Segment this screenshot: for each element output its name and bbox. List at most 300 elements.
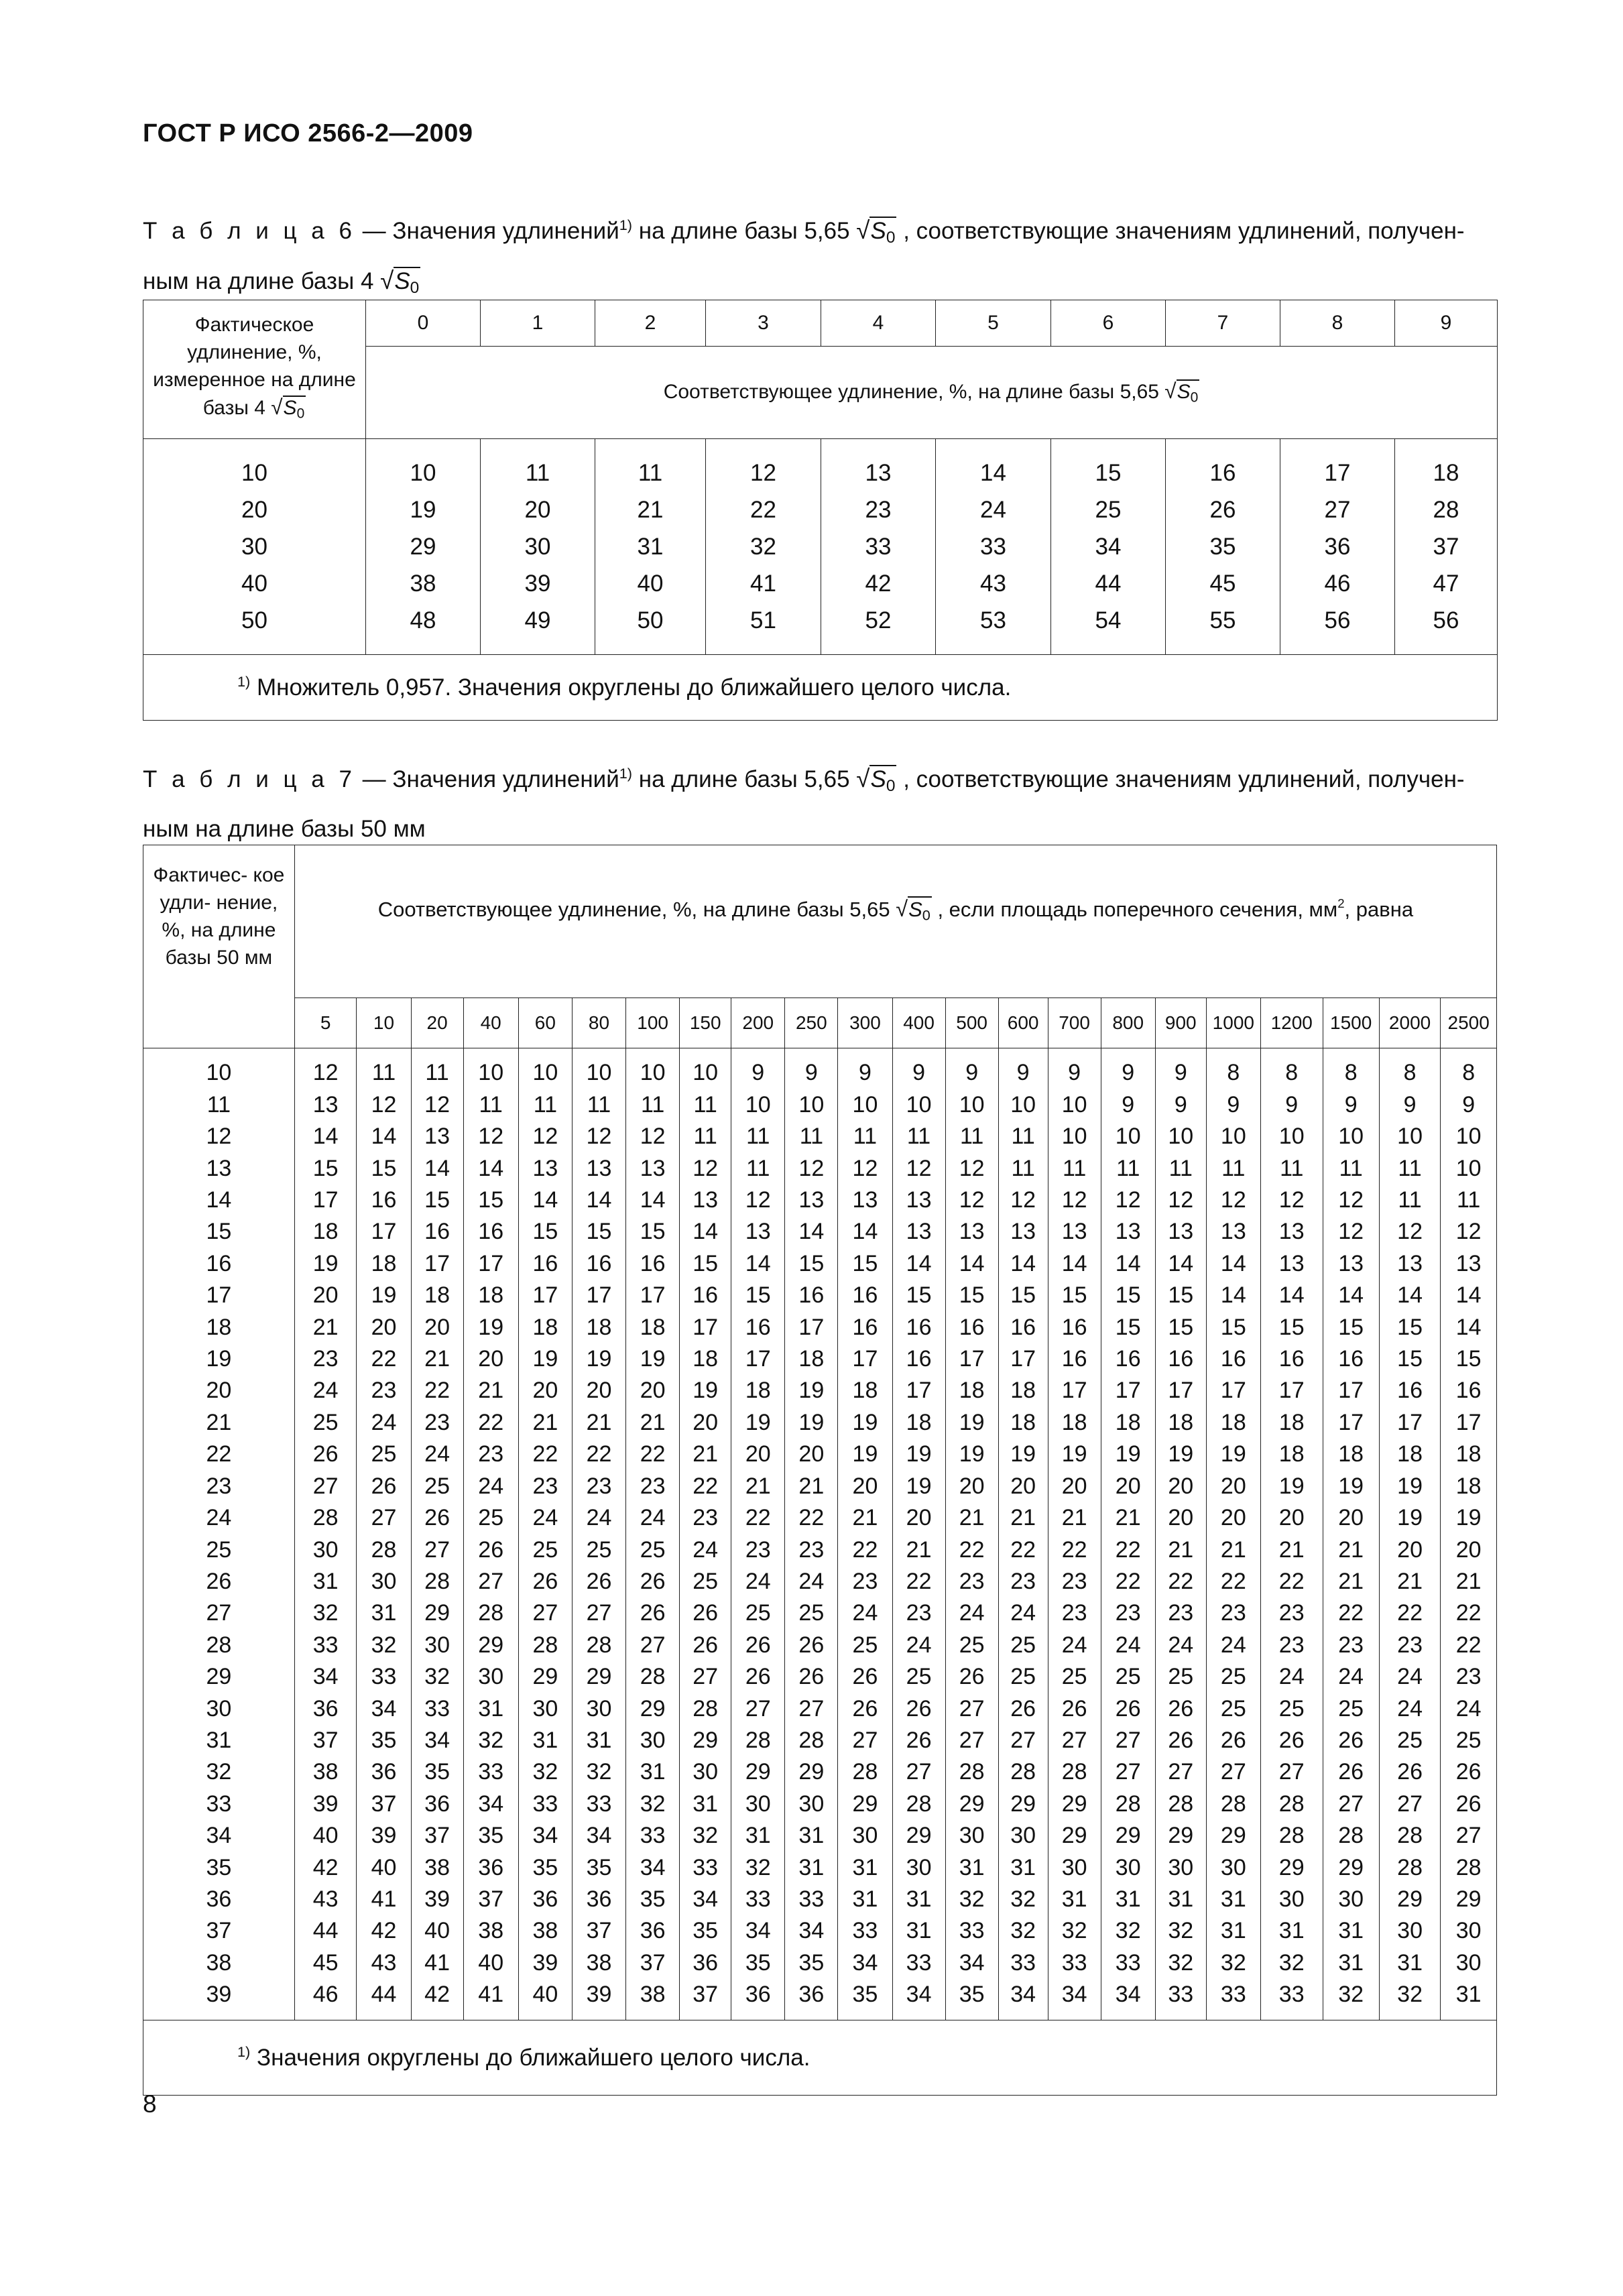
table7-cell: 32 <box>424 1664 450 1690</box>
table7-cell: 11 <box>853 1124 878 1150</box>
table7-cell: 19 <box>798 1409 825 1435</box>
table7-cell: 22 <box>959 1536 985 1563</box>
table7-cell: 22 <box>1061 1536 1087 1563</box>
table7-cell: 14 <box>1061 1250 1087 1276</box>
table7-cell: 18 <box>312 1219 339 1245</box>
table7-cell: 12 <box>959 1187 985 1213</box>
table7-cell: 16 <box>1220 1346 1246 1372</box>
table7-col <box>572 1048 625 2020</box>
table7-cell: 17 <box>312 1187 339 1213</box>
table7-cell: 12 <box>1115 1187 1141 1213</box>
table7-cell: 21 <box>1010 1505 1036 1531</box>
table6-caption-footnote-mark: 1) <box>619 217 633 233</box>
table7-cell: 14 <box>852 1219 878 1245</box>
table7-cell: 24 <box>906 1632 932 1658</box>
table6-digit-9: 9 <box>1395 300 1498 347</box>
table7-cell: 11 <box>587 1091 611 1117</box>
table7-cell: 28 <box>1397 1823 1423 1849</box>
table7-cell: 31 <box>640 1759 666 1785</box>
table6-cell: 31 <box>637 534 664 560</box>
table7-cell: 11 <box>746 1124 770 1150</box>
table7-cell: 13 <box>959 1219 985 1245</box>
table7-cell: 11 <box>1168 1155 1193 1181</box>
table7-cell: 18 <box>1455 1441 1482 1467</box>
table7-cell: 15 <box>1455 1346 1482 1372</box>
table7-cell: 26 <box>1455 1791 1482 1817</box>
table7-cell: 32 <box>1220 1949 1246 1976</box>
table7-cell: 29 <box>693 1727 719 1753</box>
table7-cell: 25 <box>1397 1727 1423 1753</box>
table7-col <box>1323 1048 1379 2020</box>
table6-cell: 16 <box>1209 460 1236 486</box>
table7-cell: 20 <box>1220 1505 1246 1531</box>
table7-cell: 17 <box>1061 1378 1087 1404</box>
table7-cell: 31 <box>906 1918 932 1944</box>
table7-row-label: 17 <box>206 1282 232 1309</box>
table7-cell: 9 <box>1285 1091 1299 1117</box>
table7-cell: 37 <box>586 1918 612 1944</box>
table7-cell: 11 <box>1457 1187 1481 1213</box>
table7-cell: 35 <box>424 1759 450 1785</box>
table7-cell: 12 <box>745 1187 771 1213</box>
table7-cell: 17 <box>1397 1409 1423 1435</box>
table7-cell: 31 <box>906 1886 932 1912</box>
table7-cell: 42 <box>371 1918 397 1944</box>
table6-cell: 30 <box>524 534 551 560</box>
table7-cell: 16 <box>586 1250 612 1276</box>
table7-cell: 23 <box>1220 1600 1246 1626</box>
table7-cell: 13 <box>424 1124 450 1150</box>
table7-cell: 11 <box>1011 1155 1035 1181</box>
table7-cell: 16 <box>1061 1346 1087 1372</box>
table7-area-header: 250 <box>785 998 838 1048</box>
table7-cell: 33 <box>424 1695 450 1721</box>
table7-cell: 26 <box>906 1727 932 1753</box>
table7-cell: 28 <box>959 1759 985 1785</box>
table7-cell: 11 <box>906 1124 931 1150</box>
table6-row-label: 30 <box>241 534 267 560</box>
table7-cell: 22 <box>798 1505 825 1531</box>
table7-cell: 10 <box>852 1091 878 1117</box>
table7-cell: 13 <box>852 1187 878 1213</box>
table7-cell: 33 <box>906 1949 932 1976</box>
table7-cell: 22 <box>852 1536 878 1563</box>
table7-cell: 20 <box>959 1473 985 1499</box>
table7-cell: 27 <box>640 1632 666 1658</box>
table6-caption-rest: , соответствующие значениям удлинений, получен- <box>896 218 1465 245</box>
table7-cell: 30 <box>586 1695 612 1721</box>
table7-cell: 42 <box>424 1982 450 2008</box>
table7-cell: 18 <box>478 1282 504 1309</box>
table7-cell: 27 <box>959 1695 985 1721</box>
table7-cell: 26 <box>371 1473 397 1499</box>
table7-cell: 10 <box>1168 1124 1194 1150</box>
table7-cell: 29 <box>852 1791 878 1817</box>
table7-area-header: 300 <box>838 998 892 1048</box>
table7-cell: 19 <box>312 1250 339 1276</box>
table7-cell: 13 <box>1455 1250 1482 1276</box>
table7-cell: 17 <box>1278 1378 1305 1404</box>
table7-cell: 30 <box>1338 1886 1364 1912</box>
table7-cell: 29 <box>1168 1823 1194 1849</box>
table7-cell: 14 <box>959 1250 985 1276</box>
table7-cell: 26 <box>1338 1759 1364 1785</box>
table7-cell: 22 <box>1338 1600 1364 1626</box>
table7-cell: 27 <box>424 1536 450 1563</box>
table7-cell: 33 <box>1061 1949 1087 1976</box>
table7-row-label: 36 <box>206 1886 232 1912</box>
table7-cell: 10 <box>586 1060 612 1086</box>
table7-cell: 13 <box>1168 1219 1194 1245</box>
table7-cell: 18 <box>959 1378 985 1404</box>
table7-cell: 11 <box>479 1091 503 1117</box>
table7-cell: 23 <box>532 1473 558 1499</box>
table7-cell: 26 <box>852 1695 878 1721</box>
table7-cell: 19 <box>1397 1473 1423 1499</box>
table7-col <box>998 1048 1048 2020</box>
table7-cell: 39 <box>586 1982 612 2008</box>
table7-cell: 16 <box>745 1314 771 1340</box>
table7-cell: 38 <box>586 1949 612 1976</box>
table7-cell: 13 <box>1397 1250 1423 1276</box>
table7-cell: 25 <box>1168 1664 1194 1690</box>
table7-cell: 17 <box>424 1250 450 1276</box>
table7-cell: 41 <box>424 1949 450 1976</box>
table7-cell: 42 <box>312 1854 339 1880</box>
table7-cell: 36 <box>798 1982 825 2008</box>
table7-cell: 31 <box>693 1791 719 1817</box>
table6-label: Т а б л и ц а 6 <box>143 218 356 245</box>
table6-cell: 25 <box>1095 497 1122 523</box>
table7-cell: 15 <box>1168 1282 1194 1309</box>
table7-area-header: 10 <box>357 998 411 1048</box>
table7-cell: 35 <box>852 1982 878 2008</box>
table7-cell: 22 <box>1010 1536 1036 1563</box>
table7-row-label: 18 <box>206 1314 232 1340</box>
table7-cell: 22 <box>478 1409 504 1435</box>
table7-cell: 13 <box>1278 1250 1305 1276</box>
table7-cell: 13 <box>312 1091 339 1117</box>
table7-cell: 25 <box>1278 1695 1305 1721</box>
table6-caption-line2: ным на длине базы 4 <box>143 268 381 295</box>
table7-cell: 27 <box>312 1473 339 1499</box>
table7-cell: 11 <box>1062 1155 1087 1181</box>
table7-cell: 26 <box>1455 1759 1482 1785</box>
table7-row-label: 10 <box>206 1060 232 1086</box>
table7-cell: 18 <box>1278 1409 1305 1435</box>
table7-cell: 28 <box>1455 1854 1482 1880</box>
table7-cell: 17 <box>1455 1409 1482 1435</box>
table7-cell: 26 <box>1168 1727 1194 1753</box>
table7-cell: 25 <box>640 1536 666 1563</box>
table7-cell: 19 <box>371 1282 397 1309</box>
table7-area-header: 800 <box>1101 998 1155 1048</box>
table7-row-label: 33 <box>206 1791 232 1817</box>
table7-cell: 18 <box>1115 1409 1141 1435</box>
table7-cell: 20 <box>1455 1536 1482 1563</box>
table7-cell: 15 <box>312 1155 339 1181</box>
table7-cell: 9 <box>1462 1091 1476 1117</box>
table6-digit-4: 4 <box>821 300 936 347</box>
table7-cell: 40 <box>532 1982 558 2008</box>
table7-cell: 11 <box>693 1124 717 1150</box>
table7-row-label: 21 <box>206 1409 232 1435</box>
table7-cell: 20 <box>532 1378 558 1404</box>
table7-cell: 11 <box>1221 1155 1246 1181</box>
table7-cell: 21 <box>1455 1568 1482 1594</box>
table7-cell: 21 <box>1168 1536 1194 1563</box>
table7-cell: 26 <box>798 1664 825 1690</box>
table7-cell: 26 <box>424 1505 450 1531</box>
table7-cell: 15 <box>640 1219 666 1245</box>
table6-digit-6: 6 <box>1051 300 1166 347</box>
table7-row-label: 29 <box>206 1664 232 1690</box>
table6-col <box>595 439 706 655</box>
table7-area-header: 40 <box>463 998 518 1048</box>
table7-cell: 19 <box>532 1346 558 1372</box>
table7-cell: 26 <box>1397 1759 1423 1785</box>
table7-cell: 28 <box>1220 1791 1246 1817</box>
table7-cell: 13 <box>1338 1250 1364 1276</box>
table7-cell: 31 <box>959 1854 985 1880</box>
table7-cell: 31 <box>1278 1918 1305 1944</box>
table7-cell: 16 <box>852 1282 878 1309</box>
table7-caption-footnote-mark: 1) <box>619 765 633 782</box>
table7-cell: 9 <box>1227 1091 1240 1117</box>
sqrt-s0-symbol: $√S_0$ <box>271 395 305 422</box>
table7-cell: 26 <box>745 1664 771 1690</box>
table7-cell: 36 <box>640 1918 666 1944</box>
table7-cell: 31 <box>1115 1886 1141 1912</box>
table7-area-header: 2000 <box>1379 998 1441 1048</box>
table7-cell: 37 <box>312 1727 339 1753</box>
table7-col <box>892 1048 945 2020</box>
table7-cell: 14 <box>1455 1282 1482 1309</box>
table7-cell: 30 <box>1455 1949 1482 1976</box>
table7-col <box>945 1048 998 2020</box>
table7-cell: 34 <box>478 1791 504 1817</box>
table7-cell: 36 <box>586 1886 612 1912</box>
table7-col <box>518 1048 572 2020</box>
table7-cell: 16 <box>852 1314 878 1340</box>
table7-cell: 17 <box>1338 1378 1364 1404</box>
table7-area-header: 900 <box>1155 998 1206 1048</box>
table7-label: Т а б л и ц а 7 <box>143 766 356 793</box>
table7-cell: 25 <box>1115 1664 1141 1690</box>
table7-cell: 16 <box>906 1346 932 1372</box>
sqrt-s0-symbol: $√S_0$ <box>896 897 930 924</box>
table7-cell: 12 <box>959 1155 985 1181</box>
table7-row-label: 27 <box>206 1600 232 1626</box>
table6-cell: 21 <box>637 497 664 523</box>
table7-cell: 36 <box>312 1695 339 1721</box>
table7-cell: 20 <box>478 1346 504 1372</box>
table7-cell: 26 <box>693 1600 719 1626</box>
table7-cell: 37 <box>424 1823 450 1849</box>
table7-cell: 12 <box>1455 1219 1482 1245</box>
table6-digit-5: 5 <box>936 300 1051 347</box>
table7-cell: 24 <box>586 1505 612 1531</box>
table7-cell: 45 <box>312 1949 339 1976</box>
table7-cell: 26 <box>640 1568 666 1594</box>
table7-cell: 26 <box>478 1536 504 1563</box>
table7-cell: 36 <box>478 1854 504 1880</box>
table7-cell: 22 <box>1115 1536 1141 1563</box>
table6-cell: 23 <box>865 497 892 523</box>
table7-cell: 10 <box>1061 1091 1087 1117</box>
table6-cell: 29 <box>410 534 436 560</box>
table6-footnote: $^{1)}$ Множитель 0,957. Значения округлены до ближайшего целого числа. <box>143 655 1498 721</box>
table7-cell: 11 <box>693 1091 717 1117</box>
table7 <box>143 845 1497 2096</box>
table7-cell: 19 <box>1115 1441 1141 1467</box>
table7-cell: 18 <box>640 1314 666 1340</box>
table7-cell: 33 <box>1010 1949 1036 1976</box>
table7-cell: 34 <box>312 1664 339 1690</box>
table7-cell: 30 <box>906 1854 932 1880</box>
table6-cell: 27 <box>1324 497 1351 523</box>
table7-cell: 10 <box>1338 1124 1364 1150</box>
table7-area-header: 20 <box>411 998 463 1048</box>
table7-cell: 14 <box>640 1187 666 1213</box>
table7-cell: 30 <box>532 1695 558 1721</box>
table7-cell: 37 <box>640 1949 666 1976</box>
table7-cell: 17 <box>586 1282 612 1309</box>
table6-digit-0: 0 <box>366 300 481 347</box>
table7-cell: 16 <box>906 1314 932 1340</box>
table7-cell: 21 <box>1220 1536 1246 1563</box>
table7-cell: 29 <box>1397 1886 1423 1912</box>
table6-col <box>366 439 481 655</box>
table7-cell: 30 <box>693 1759 719 1785</box>
table7-cell: 38 <box>640 1982 666 2008</box>
table7-cell: 27 <box>1010 1727 1036 1753</box>
table6-cell: 19 <box>410 497 436 523</box>
table7-cell: 27 <box>1220 1759 1246 1785</box>
table7-col <box>1441 1048 1497 2020</box>
table7-cell: 38 <box>532 1918 558 1944</box>
table7-cell: 19 <box>745 1409 771 1435</box>
table7-cell: 32 <box>1338 1982 1364 2008</box>
table7-cell: 20 <box>1338 1505 1364 1531</box>
table7-cell: 31 <box>1010 1854 1036 1880</box>
table7-cell: 22 <box>1220 1568 1246 1594</box>
table7-cell: 32 <box>1168 1949 1194 1976</box>
table7-row-label: 25 <box>206 1536 232 1563</box>
table7-col <box>1101 1048 1155 2020</box>
table7-cell: 26 <box>1010 1695 1036 1721</box>
table7-cell: 24 <box>1278 1664 1305 1690</box>
table7-cell: 26 <box>1220 1727 1246 1753</box>
table6-cell: 17 <box>1324 460 1351 486</box>
table7-row-label: 31 <box>206 1727 232 1753</box>
table7-cell: 13 <box>1220 1219 1246 1245</box>
table7-cell: 31 <box>852 1854 878 1880</box>
table7-cell: 17 <box>478 1250 504 1276</box>
table7-cell: 22 <box>1455 1632 1482 1658</box>
table7-cell: 10 <box>1397 1124 1423 1150</box>
table7-cell: 22 <box>745 1505 771 1531</box>
table7-cell: 15 <box>1397 1314 1423 1340</box>
table7-row-label: 24 <box>206 1505 232 1531</box>
table7-cell: 18 <box>1168 1409 1194 1435</box>
table7-cell: 11 <box>799 1124 823 1150</box>
table7-col <box>294 1048 357 2020</box>
table7-cell: 13 <box>532 1155 558 1181</box>
table7-cell: 41 <box>371 1886 397 1912</box>
table7-cell: 33 <box>478 1759 504 1785</box>
table6-cell: 28 <box>1433 497 1459 523</box>
table7-cell: 27 <box>371 1505 397 1531</box>
table7-cell: 21 <box>693 1441 719 1467</box>
table7-cell: 31 <box>1061 1886 1087 1912</box>
table7-cell: 19 <box>852 1409 878 1435</box>
table7-cell: 9 <box>1174 1091 1187 1117</box>
table7-cell: 33 <box>371 1664 397 1690</box>
table7-cell: 16 <box>1010 1314 1036 1340</box>
table7-cell: 31 <box>852 1886 878 1912</box>
table7-cell: 26 <box>640 1600 666 1626</box>
table7-cell: 15 <box>371 1155 397 1181</box>
table7-cell: 14 <box>1168 1250 1194 1276</box>
table6 <box>143 300 1498 721</box>
table7-cell: 27 <box>586 1600 612 1626</box>
table7-col <box>680 1048 731 2020</box>
table7-cell: 10 <box>1061 1124 1087 1150</box>
table7-cell: 9 <box>752 1060 765 1086</box>
table7-cell: 18 <box>1338 1441 1364 1467</box>
table7-cell: 17 <box>1010 1346 1036 1372</box>
table7-cell: 23 <box>1278 1600 1305 1626</box>
table7-cell: 16 <box>798 1282 825 1309</box>
table7-cell: 18 <box>371 1250 397 1276</box>
table7-cell: 40 <box>424 1918 450 1944</box>
table7-cell: 15 <box>1115 1282 1141 1309</box>
table7-cell: 9 <box>858 1060 871 1086</box>
table7-cell: 8 <box>1344 1060 1358 1086</box>
table7-row-label: 16 <box>206 1250 232 1276</box>
table7-column-header: Соответствующее удлинение, %, на длине базы 5,65 $√S_0$ , если площадь поперечного сечения, $мм^2$, равна <box>294 845 1496 998</box>
table7-cell: 18 <box>424 1282 450 1309</box>
table7-row-label: 11 <box>206 1091 231 1117</box>
table7-cell: 24 <box>798 1568 825 1594</box>
table7-cell: 24 <box>1061 1632 1087 1658</box>
table7-row-label: 38 <box>206 1949 232 1976</box>
table7-cell: 14 <box>1278 1282 1305 1309</box>
table7-cell: 24 <box>1338 1664 1364 1690</box>
table6-cell: 33 <box>865 534 892 560</box>
table7-cell: 37 <box>478 1886 504 1912</box>
table7-cell: 14 <box>693 1219 719 1245</box>
table7-cell: 32 <box>586 1759 612 1785</box>
table7-cell: 19 <box>1455 1505 1482 1531</box>
table7-cell: 34 <box>640 1854 666 1880</box>
table7-cell: 12 <box>693 1155 719 1181</box>
table7-cell: 28 <box>1115 1791 1141 1817</box>
table7-cell: 27 <box>745 1695 771 1721</box>
table7-cell: 9 <box>1174 1060 1187 1086</box>
table7-col <box>1379 1048 1441 2020</box>
table7-cell: 11 <box>1280 1155 1304 1181</box>
table7-cell: 34 <box>1010 1982 1036 2008</box>
table7-cell: 10 <box>798 1091 825 1117</box>
table7-cell: 18 <box>852 1378 878 1404</box>
table7-cell: 29 <box>1338 1854 1364 1880</box>
table7-cell: 22 <box>424 1378 450 1404</box>
table7-cell: 20 <box>1397 1536 1423 1563</box>
table7-cell: 25 <box>1455 1727 1482 1753</box>
table7-row-label: 35 <box>206 1854 232 1880</box>
